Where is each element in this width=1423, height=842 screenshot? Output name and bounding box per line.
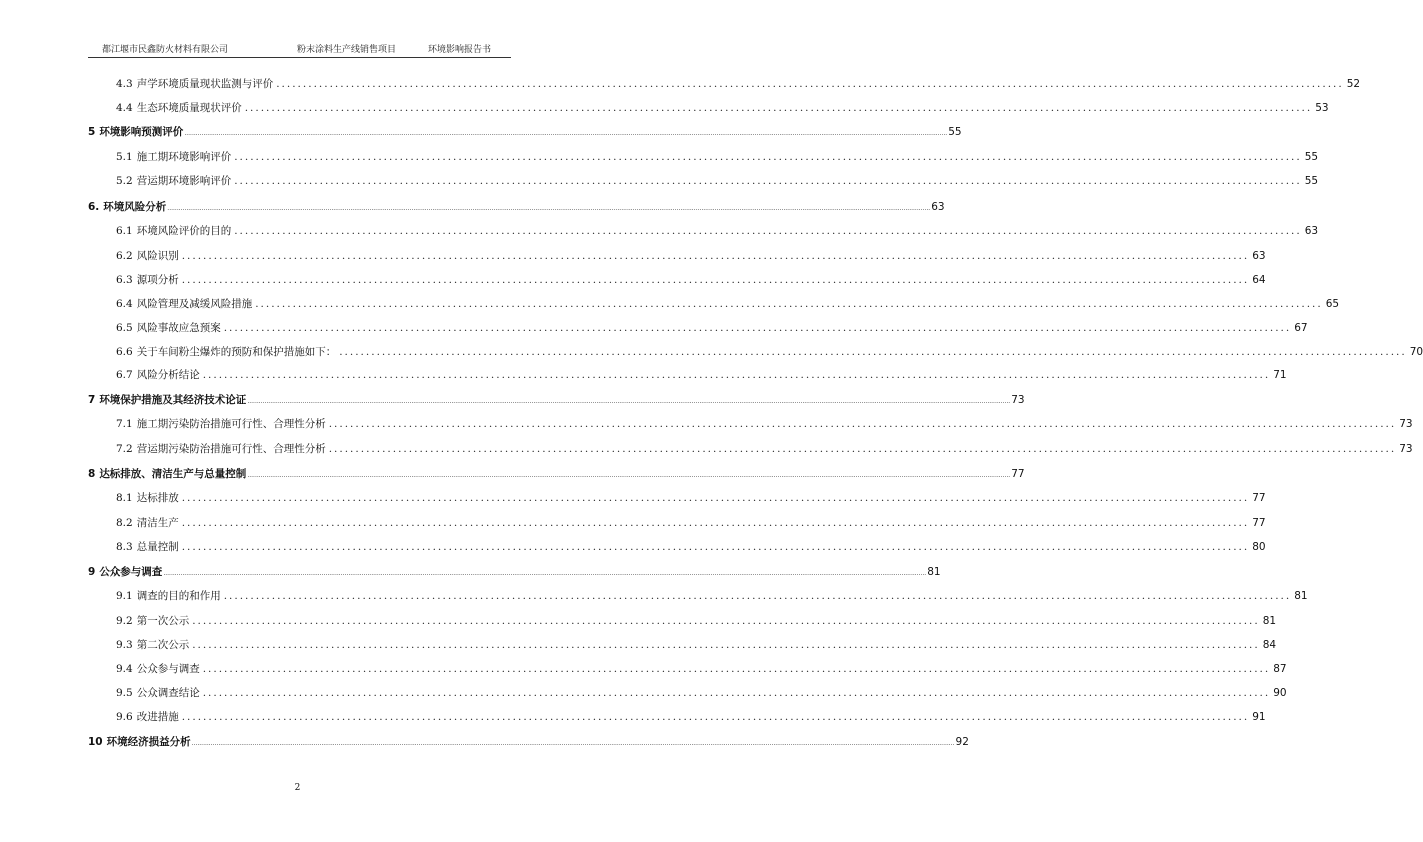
toc-entry-page: 63 bbox=[1252, 250, 1266, 262]
toc-entry-number: 9.5 bbox=[116, 687, 133, 699]
toc-entry-title: 施工期环境影响评价 bbox=[136, 151, 232, 163]
toc-entry-page: 55 bbox=[1304, 175, 1319, 187]
toc-dot-leader: ........................................................................................................................................................................................................ bbox=[202, 369, 1271, 381]
toc-dot-leader: ................................................................................................................................................................................................................................................................................................................................................................................................................ bbox=[184, 130, 948, 137]
toc-dot-leader: ........................................................................................................................................................................................................ bbox=[181, 250, 1250, 262]
toc-section-entry[interactable] bbox=[116, 661, 1287, 677]
toc-entry-title: 清洁生产 bbox=[136, 517, 179, 529]
toc-entry-number: 6.2 bbox=[116, 250, 133, 262]
toc-section-entry[interactable] bbox=[116, 490, 1266, 506]
toc-entry-page: 81 bbox=[927, 566, 941, 578]
toc-dot-leader: ........................................................................................................................................................................................................ bbox=[234, 151, 1302, 163]
toc-section-entry[interactable] bbox=[116, 709, 1266, 725]
toc-section-entry[interactable] bbox=[116, 76, 1361, 92]
toc-dot-leader: ................................................................................................................................................................................................................................................................................................................................................................................................................ bbox=[247, 472, 1011, 479]
toc-entry-title: 公众调查结论 bbox=[136, 687, 200, 699]
toc-entry-number: 7.1 bbox=[116, 418, 133, 430]
toc-dot-leader: ........................................................................................................................................................................................................ bbox=[192, 639, 1260, 651]
toc-entry-page: 73 bbox=[1399, 418, 1413, 430]
toc-entry-title: 第二次公示 bbox=[136, 639, 190, 651]
toc-dot-leader: ........................................................................................................................................................................................................ bbox=[181, 492, 1250, 504]
toc-entry-number: 10 bbox=[88, 736, 103, 748]
toc-dot-leader: ........................................................................................................................................................................................................ bbox=[202, 663, 1271, 675]
toc-entry-title: 营运期环境影响评价 bbox=[136, 175, 232, 187]
toc-entry-page: 73 bbox=[1399, 443, 1413, 455]
toc-section-entry[interactable] bbox=[116, 272, 1266, 288]
toc-entry-number: 8 bbox=[88, 468, 96, 480]
toc-entry-title: 源项分析 bbox=[136, 274, 179, 286]
header-company: 都江堰市民鑫防火材料有限公司 bbox=[102, 45, 229, 55]
toc-dot-leader: ........................................................................................................................................................................................................ bbox=[328, 443, 1397, 455]
toc-entry-number: 5.2 bbox=[116, 175, 133, 187]
toc-section-entry[interactable] bbox=[116, 173, 1319, 189]
toc-chapter-entry[interactable] bbox=[88, 564, 941, 580]
toc-entry-page: 80 bbox=[1252, 541, 1266, 553]
toc-entry-number: 6.7 bbox=[116, 369, 133, 381]
toc-entry-title: 环境保护措施及其经济技术论证 bbox=[99, 394, 247, 406]
toc-entry-page: 53 bbox=[1315, 102, 1329, 114]
toc-dot-leader: ................................................................................................................................................................................................................................................................................................................................................................................................................ bbox=[167, 205, 931, 212]
toc-entry-page: 67 bbox=[1294, 322, 1308, 334]
toc-entry-title: 达标排放 bbox=[136, 492, 179, 504]
toc-entry-number: 8.3 bbox=[116, 541, 133, 553]
toc-section-entry[interactable] bbox=[116, 344, 1423, 360]
toc-entry-page: 77 bbox=[1252, 492, 1266, 504]
toc-section-entry[interactable] bbox=[116, 296, 1340, 312]
toc-dot-leader: ........................................................................................................................................................................................................ bbox=[202, 687, 1271, 699]
toc-dot-leader: ........................................................................................................................................................................................................ bbox=[234, 225, 1302, 237]
toc-entry-page: 55 bbox=[948, 126, 962, 138]
toc-entry-title: 公众参与调查 bbox=[99, 566, 163, 578]
toc-entry-number: 7.2 bbox=[116, 443, 133, 455]
toc-entry-page: 64 bbox=[1252, 274, 1266, 286]
toc-entry-page: 77 bbox=[1011, 468, 1025, 480]
toc-entry-title: 风险识别 bbox=[136, 250, 179, 262]
toc-section-entry[interactable] bbox=[116, 539, 1266, 555]
toc-entry-number: 6.4 bbox=[116, 298, 133, 310]
toc-entry-page: 65 bbox=[1325, 298, 1340, 310]
toc-dot-leader: ........................................................................................................................................................................................................ bbox=[339, 346, 1407, 358]
toc-entry-page: 81 bbox=[1262, 615, 1277, 627]
toc-entry-title: 风险管理及减缓风险措施 bbox=[136, 298, 253, 310]
toc-entry-page: 87 bbox=[1273, 663, 1287, 675]
toc-entry-number: 6.1 bbox=[116, 225, 133, 237]
toc-dot-leader: ........................................................................................................................................................................................................ bbox=[192, 615, 1260, 627]
toc-entry-number: 5 bbox=[88, 126, 96, 138]
toc-section-entry[interactable] bbox=[116, 367, 1287, 383]
toc-dot-leader: ........................................................................................................................................................................................................ bbox=[276, 78, 1344, 90]
toc-section-entry[interactable] bbox=[116, 320, 1308, 336]
toc-entry-title: 公众参与调查 bbox=[136, 663, 200, 675]
toc-section-entry[interactable] bbox=[116, 100, 1329, 116]
toc-entry-page: 70 bbox=[1409, 346, 1423, 358]
toc-chapter-entry[interactable] bbox=[88, 466, 1025, 482]
toc-entry-number: 9.2 bbox=[116, 615, 133, 627]
toc-entry-number: 9.6 bbox=[116, 711, 133, 723]
toc-entry-page: 77 bbox=[1252, 517, 1266, 529]
toc-entry-page: 84 bbox=[1262, 639, 1277, 651]
toc-entry-number: 6.5 bbox=[116, 322, 133, 334]
toc-entry-page: 73 bbox=[1011, 394, 1025, 406]
toc-entry-number: 9.3 bbox=[116, 639, 133, 651]
toc-dot-leader: ........................................................................................................................................................................................................ bbox=[181, 711, 1250, 723]
toc-section-entry[interactable] bbox=[116, 613, 1277, 629]
toc-entry-number: 6.6 bbox=[116, 346, 133, 358]
toc-entry-number: 4.4 bbox=[116, 102, 133, 114]
toc-section-entry[interactable] bbox=[116, 149, 1319, 165]
toc-chapter-entry[interactable] bbox=[88, 199, 945, 215]
toc-entry-page: 92 bbox=[955, 736, 969, 748]
toc-dot-leader: ........................................................................................................................................................................................................ bbox=[234, 175, 1302, 187]
header-project: 粉末涂料生产线销售项目 bbox=[297, 45, 397, 55]
toc-entry-title: 第一次公示 bbox=[136, 615, 190, 627]
toc-entry-title: 环境影响预测评价 bbox=[99, 126, 184, 138]
toc-entry-page: 63 bbox=[931, 201, 945, 213]
toc-entry-number: 6. bbox=[88, 201, 100, 213]
running-header bbox=[88, 40, 508, 56]
toc-entry-number: 9.4 bbox=[116, 663, 133, 675]
toc-chapter-entry[interactable] bbox=[88, 734, 969, 750]
toc-dot-leader: ........................................................................................................................................................................................................ bbox=[244, 102, 1313, 114]
toc-entry-number: 8.1 bbox=[116, 492, 133, 504]
toc-entry-title: 总量控制 bbox=[136, 541, 179, 553]
toc-dot-leader: ................................................................................................................................................................................................................................................................................................................................................................................................................ bbox=[191, 740, 955, 747]
toc-dot-leader: ........................................................................................................................................................................................................ bbox=[255, 298, 1323, 310]
toc-entry-title: 环境经济损益分析 bbox=[106, 736, 191, 748]
toc-dot-leader: ........................................................................................................................................................................................................ bbox=[181, 274, 1250, 286]
toc-section-entry[interactable] bbox=[116, 637, 1277, 653]
toc-section-entry[interactable] bbox=[116, 248, 1266, 264]
toc-entry-page: 52 bbox=[1346, 78, 1361, 90]
toc-entry-title: 生态环境质量现状评价 bbox=[136, 102, 242, 114]
toc-entry-title: 改进措施 bbox=[136, 711, 179, 723]
page-number: 2 bbox=[294, 783, 301, 793]
toc-entry-page: 91 bbox=[1252, 711, 1266, 723]
toc-entry-title: 施工期污染防治措施可行性、合理性分析 bbox=[136, 418, 326, 430]
toc-section-entry[interactable] bbox=[116, 515, 1266, 531]
toc-section-entry[interactable] bbox=[116, 441, 1413, 457]
toc-entry-title: 环境风险分析 bbox=[103, 201, 167, 213]
toc-dot-leader: ........................................................................................................................................................................................................ bbox=[223, 590, 1292, 602]
toc-entry-page: 71 bbox=[1273, 369, 1287, 381]
toc-section-entry[interactable] bbox=[116, 223, 1319, 239]
toc-entry-number: 4.3 bbox=[116, 78, 133, 90]
toc-dot-leader: ................................................................................................................................................................................................................................................................................................................................................................................................................ bbox=[247, 398, 1011, 405]
toc-dot-leader: ........................................................................................................................................................................................................ bbox=[328, 418, 1397, 430]
toc-dot-leader: ................................................................................................................................................................................................................................................................................................................................................................................................................ bbox=[163, 570, 927, 577]
toc-entry-title: 达标排放、清洁生产与总量控制 bbox=[99, 468, 247, 480]
toc-chapter-entry[interactable] bbox=[88, 124, 962, 140]
toc-entry-number: 9 bbox=[88, 566, 96, 578]
header-doc-type: 环境影响报告书 bbox=[428, 45, 492, 55]
toc-entry-page: 55 bbox=[1304, 151, 1319, 163]
toc-entry-title: 营运期污染防治措施可行性、合理性分析 bbox=[136, 443, 326, 455]
toc-dot-leader: ........................................................................................................................................................................................................ bbox=[223, 322, 1292, 334]
toc-entry-number: 9.1 bbox=[116, 590, 133, 602]
toc-entry-page: 90 bbox=[1273, 687, 1287, 699]
toc-section-entry[interactable] bbox=[116, 685, 1287, 701]
toc-entry-page: 63 bbox=[1304, 225, 1319, 237]
toc-entry-title: 风险事故应急预案 bbox=[136, 322, 221, 334]
toc-entry-title: 环境风险评价的目的 bbox=[136, 225, 232, 237]
toc-dot-leader: ........................................................................................................................................................................................................ bbox=[181, 517, 1250, 529]
toc-entry-number: 6.3 bbox=[116, 274, 133, 286]
toc-chapter-entry[interactable] bbox=[88, 392, 1025, 408]
toc-entry-number: 8.2 bbox=[116, 517, 133, 529]
toc-section-entry[interactable] bbox=[116, 416, 1413, 432]
toc-section-entry[interactable] bbox=[116, 588, 1308, 604]
toc-entry-number: 7 bbox=[88, 394, 96, 406]
toc-entry-title: 调查的目的和作用 bbox=[136, 590, 221, 602]
toc-dot-leader: ........................................................................................................................................................................................................ bbox=[181, 541, 1250, 553]
header-divider bbox=[88, 57, 511, 58]
toc-entry-number: 5.1 bbox=[116, 151, 133, 163]
toc-entry-page: 81 bbox=[1294, 590, 1308, 602]
toc-entry-title: 风险分析结论 bbox=[136, 369, 200, 381]
toc-entry-title: 关于车间粉尘爆炸的预防和保护措施如下： bbox=[136, 346, 337, 358]
toc-entry-title: 声学环境质量现状监测与评价 bbox=[136, 78, 274, 90]
